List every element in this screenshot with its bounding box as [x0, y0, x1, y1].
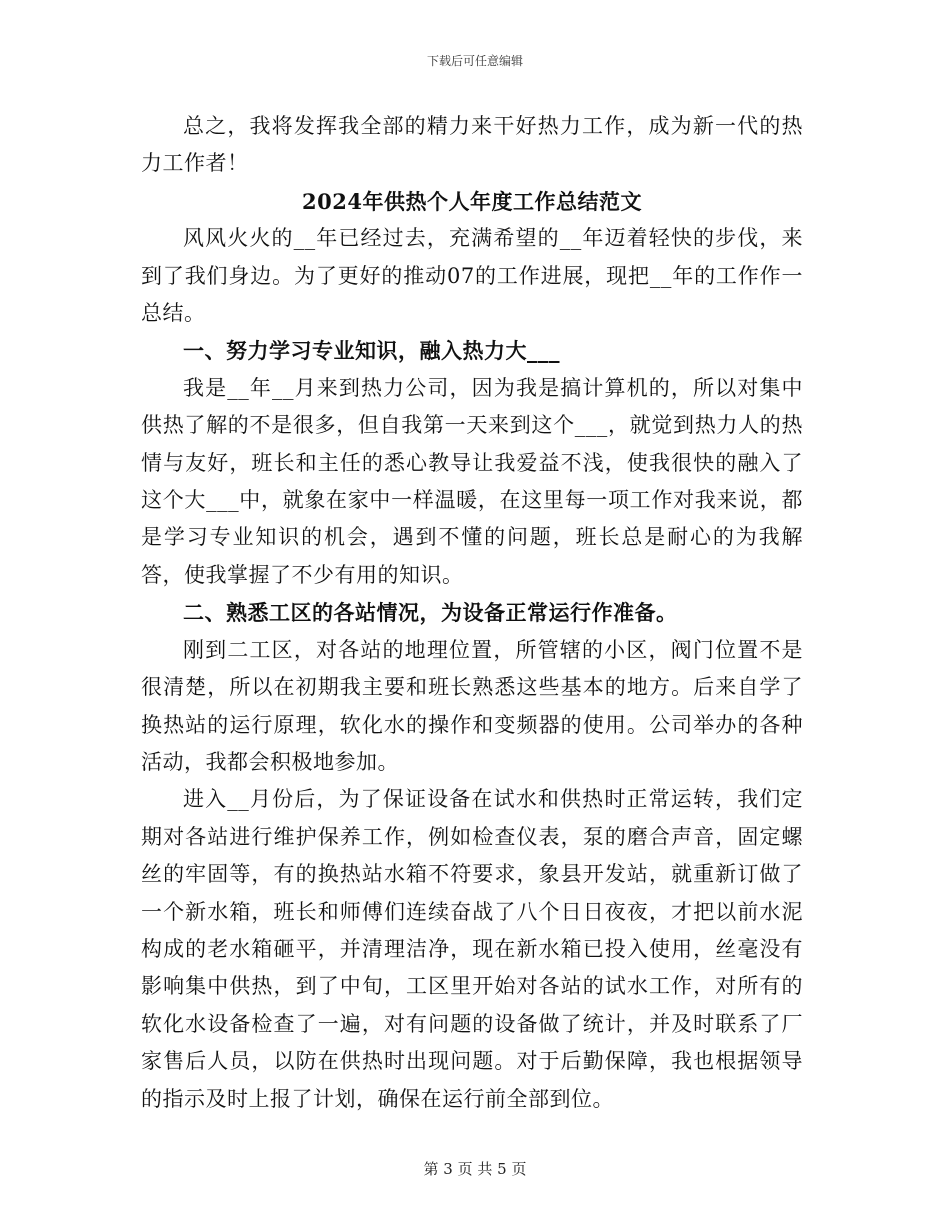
page-number: 第 3 页 共 5 页	[423, 1160, 527, 1178]
paragraph-conclusion: 总之，我将发挥我全部的精力来干好热力工作，成为新一代的热力工作者！	[141, 114, 803, 176]
section-heading-2: 二、熟悉工区的各站情况，为设备正常运行作准备。	[183, 600, 678, 626]
page-header-note: 下载后可任意编辑	[426, 54, 523, 68]
paragraph-opening: 风风火火的__年已经过去，充满希望的__年迈着轻快的步伐，来到了我们身边。为了更好的推动07的工作进展，现把__年的工作作一总结。	[141, 226, 803, 326]
paragraph-section-2a: 刚到二工区，对各站的地理位置，所管辖的小区，阀门位置不是很清楚，所以在初期我主要和班长熟悉这些基本的地方。后来自学了换热站的运行原理，软化水的操作和变频器的使用。公司举办的各种活动，我都会积极地参加。	[141, 637, 803, 774]
paragraph-section-2b: 进入__月份后，为了保证设备在试水和供热时正常运转，我们定期对各站进行维护保养工作，例如检查仪表，泵的磨合声音，固定螺丝的牢固等，有的换热站水箱不符要求，象县开发站，就重新订做了一个新水箱，班长和师傅们连续奋战了八个日日夜夜，才把以前水泥构成的老水箱砸平，并清理洁净，现在新水箱已投入使用，丝毫没有影响集中供热，到了中旬，工区里开始对各站的试水工作，对所有的软化水设备检查了一遍，对有问题的设备做了统计，并及时联系了厂家售后人员，以防在供热时出现问题。对于后勤保障，我也根据领导的指示及时上报了计划，确保在运行前全部到位。	[141, 787, 803, 1111]
paragraph-section-1: 我是__年__月来到热力公司，因为我是搞计算机的，所以对集中供热了解的不是很多，但自我第一天来到这个___，就觉到热力人的热情与友好，班长和主任的悉心教导让我爱益不浅，使我很快的融入了这个大___中，就象在家中一样温暖，在这里每一项工作对我来说，都是学习专业知识的机会，遇到不懂的问题，班长总是耐心的为我解答，使我掌握了不少有用的知识。	[141, 375, 803, 587]
document-body	[141, 108, 803, 1118]
section-heading-1: 一、努力学习专业知识，融入热力大___	[183, 338, 560, 364]
document-title: 2024年供热个人年度工作总结范文	[302, 188, 642, 214]
